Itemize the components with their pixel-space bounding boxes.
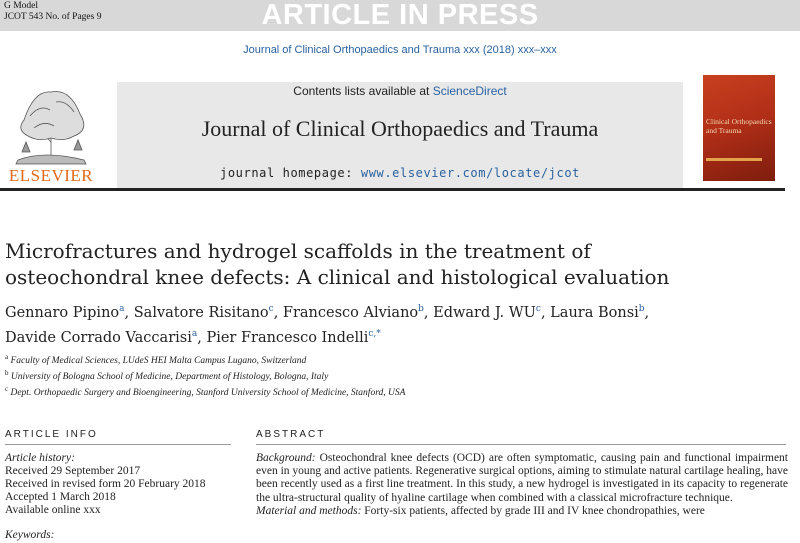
article-info-divider (5, 444, 231, 445)
author-affil-mark[interactable]: a (119, 304, 125, 314)
affiliation (5, 383, 705, 399)
homepage-prefix: journal homepage: (220, 166, 361, 180)
abstract-divider (256, 444, 786, 445)
background-text: Osteochondral knee defects (OCD) are often symptomatic, causing pain and functional impairment even in young and active patients. Regenerative surgical options, aiming to stimulate natural cartilage healing, have been recently used as a first line treatment. In this study, a new hydrogel is investigated in its capacity to regenerate the ultra-structural quality of hyaline cartilage when combined with a classical microfracture technique. (256, 452, 788, 504)
journal-title: Journal of Clinical Orthopaedics and Trauma (201, 116, 599, 141)
author[interactable]: Francesco Alviano (282, 304, 419, 321)
cover-title: Clinical Orthopaedics and Trauma (706, 117, 772, 135)
affil-text: Dept. Orthopaedic Surgery and Bioengineering, Stanford University School of Medicine, Stanford, USA (10, 388, 406, 399)
author-separator: , (644, 304, 650, 321)
received-date: Received 29 September 2017 (5, 465, 141, 477)
online-date: Available online xxx (5, 504, 101, 516)
author-list (5, 299, 775, 349)
journal-homepage-line (117, 166, 683, 180)
affil-mark: b (5, 369, 9, 378)
journal-citation-link[interactable]: Journal of Clinical Orthopaedics and Trauma xxx (2018) xxx–xxx (243, 44, 557, 56)
author-separator: , (540, 304, 551, 321)
methods-text: Forty-six patients, affected by grade III and IV knee chondropathies, were (361, 504, 705, 517)
abstract-body (256, 452, 788, 518)
article-history (5, 452, 235, 542)
author-affil-mark[interactable]: b (418, 304, 424, 314)
revised-date: Received in revised form 20 February 2018 (5, 478, 206, 490)
publisher-name: ELSEVIER (8, 166, 94, 185)
author-separator: , (124, 304, 134, 321)
homepage-link[interactable]: www.elsevier.com/locate/jcot (360, 166, 580, 180)
affil-text: Faculty of Medical Sciences, LUdeS HEI Malta Campus Lugano, Switzerland (10, 356, 307, 367)
author[interactable]: Gennaro Pipino (5, 304, 120, 321)
affiliation (5, 367, 705, 383)
methods-label: Material and methods: (256, 504, 362, 517)
title-line-2: osteochondral knee defects: A clinical and histological evaluation (5, 265, 670, 289)
author[interactable]: Davide Corrado Vaccarisi (5, 329, 192, 346)
cover-decoration (706, 158, 762, 161)
article-title (5, 238, 765, 290)
author[interactable]: Salvatore Risitano (133, 304, 269, 321)
contents-prefix: Contents lists available at (293, 84, 433, 98)
author[interactable]: Edward J. WU (433, 304, 536, 321)
affil-mark: c (5, 385, 9, 394)
author-separator: , (273, 304, 283, 321)
pages-label: JCOT 543 No. of Pages 9 (4, 11, 102, 22)
author[interactable]: Laura Bonsi (550, 304, 639, 321)
author-affil-mark[interactable]: a (191, 328, 198, 339)
author-affil-mark[interactable]: c (268, 304, 274, 314)
gmodel-label: G Model (4, 1, 39, 11)
affil-mark: a (5, 353, 9, 361)
title-line-1: Microfractures and hydrogel scaffolds in the treatment of (5, 239, 591, 263)
accepted-date: Accepted 1 March 2018 (5, 491, 116, 503)
header-divider (0, 188, 785, 191)
banner-text: ARTICLE IN PRESS (261, 0, 539, 31)
history-label: Article history: (5, 452, 75, 464)
background-label: Background: (256, 452, 316, 464)
author[interactable]: Pier Francesco Indelli (206, 329, 369, 346)
abstract-heading: ABSTRACT (256, 429, 326, 440)
author-affil-mark[interactable]: c (535, 304, 541, 314)
affiliation (5, 351, 705, 367)
author-affil-mark[interactable]: b (638, 304, 645, 314)
author-separator: , (423, 304, 434, 321)
author-affil-mark[interactable]: c,* (368, 328, 381, 339)
affil-text: University of Bologna School of Medicine, Department of Histology, Bologna, Italy (10, 372, 329, 383)
contents-line (117, 84, 683, 98)
sciencedirect-link[interactable]: ScienceDirect (432, 84, 507, 98)
author-separator: , (197, 329, 207, 346)
keywords-label: Keywords: (5, 529, 55, 541)
article-info-heading: ARTICLE INFO (5, 429, 98, 440)
affiliations (5, 351, 705, 399)
